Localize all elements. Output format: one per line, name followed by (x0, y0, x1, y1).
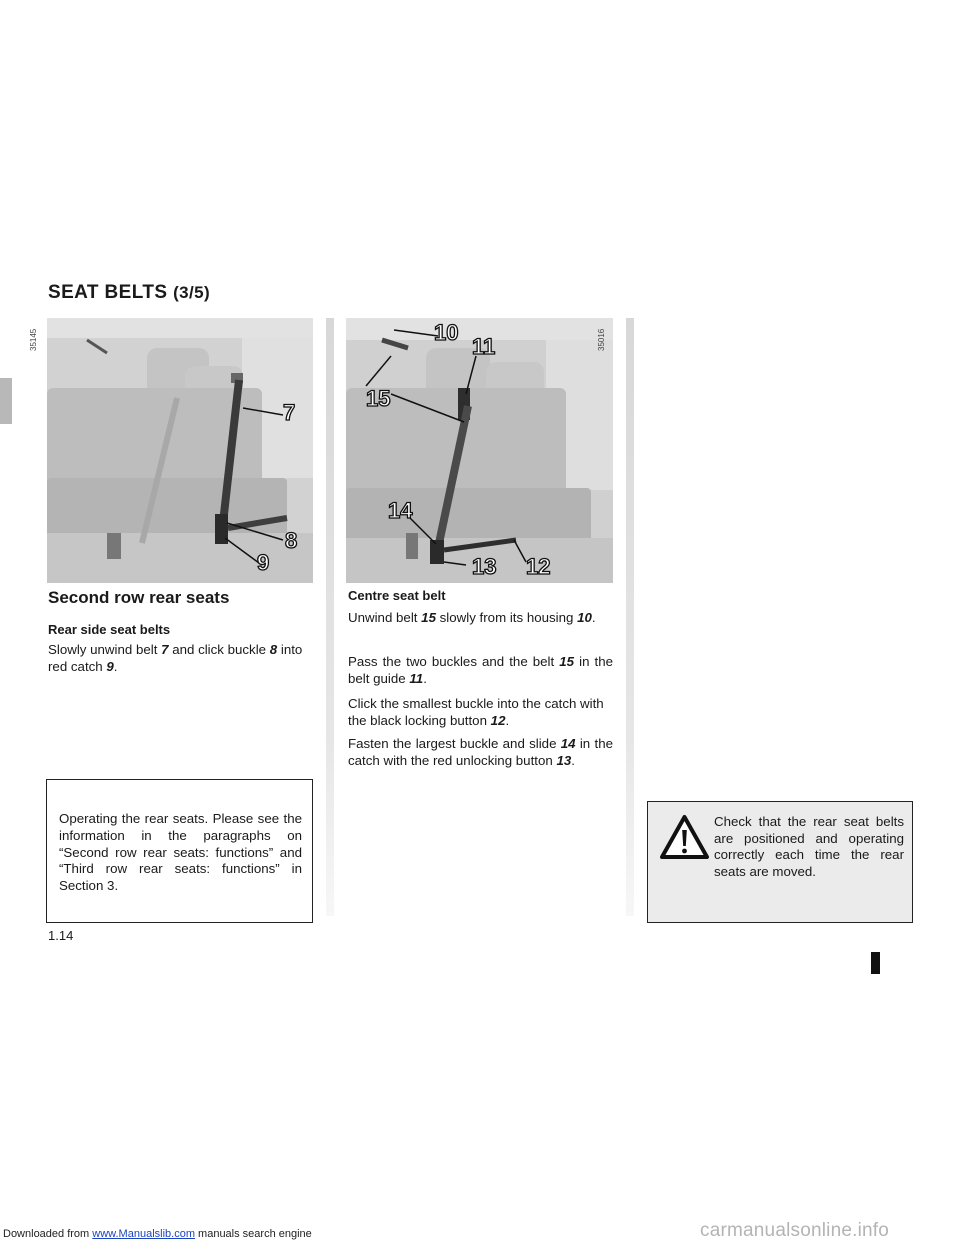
callout-13: 13 (472, 554, 497, 579)
callout-8: 8 (285, 528, 298, 553)
right-photo-code: 35016 (597, 328, 606, 351)
rear-side-belts-subheading: Rear side seat belts (48, 622, 171, 637)
callout-7: 7 (283, 400, 296, 425)
warning-box (647, 801, 913, 923)
watermark: carmanualsonline.info (700, 1220, 890, 1241)
callout-9: 9 (257, 550, 270, 575)
page-title: SEAT BELTS (3/5) (48, 282, 211, 303)
rear-seats-note-box (46, 779, 313, 923)
section-tab (0, 378, 12, 424)
rear-side-belt-photo (47, 318, 313, 583)
warning-triangle-icon (659, 814, 710, 860)
left-photo-code: 35145 (29, 328, 38, 351)
centre-belt-step-4: Fasten the largest buckle and slide 14 in the catch with the red unlocking button 13. (348, 736, 613, 768)
callout-11: 11 (472, 334, 496, 359)
page-number: 1.14 (48, 928, 74, 943)
callout-14: 14 (388, 498, 413, 523)
section-heading: Second row rear seats (48, 588, 230, 607)
centre-belt-step-1: Unwind belt 15 slowly from its housing 10. (348, 610, 596, 625)
centre-belt-photo (346, 318, 613, 583)
column-divider-right (626, 318, 634, 916)
end-of-section-mark (871, 952, 880, 974)
callout-12: 12 (526, 554, 551, 579)
column-divider-left (326, 318, 334, 916)
centre-belt-subheading: Centre seat belt (348, 588, 446, 603)
rear-side-belts-text: Slowly unwind belt 7 and click buckle 8 into red catch 9. (48, 642, 303, 674)
callout-15: 15 (366, 386, 391, 411)
callout-10: 10 (434, 320, 459, 345)
title-part: (3/5) (173, 283, 211, 302)
centre-belt-step-2: Pass the two buckles and the belt 15 in the belt guide 11. (348, 654, 613, 686)
warning-text: Check that the rear seat belts are positioned and operating correctly each time the rear seats are moved. (714, 814, 904, 879)
manualslib-link[interactable]: www.Manualslib.com (92, 1228, 195, 1240)
note-text: Operating the rear seats. Please see the information in the paragraphs on “Second row rear seats: functions” and “Third row rear seats: functions” in Section 3. (59, 811, 302, 894)
centre-belt-step-3: Click the smallest buckle into the catch with the black locking button 12. (348, 696, 604, 728)
download-footer: Downloaded from www.Manualslib.com manuals search engine (3, 1228, 312, 1240)
